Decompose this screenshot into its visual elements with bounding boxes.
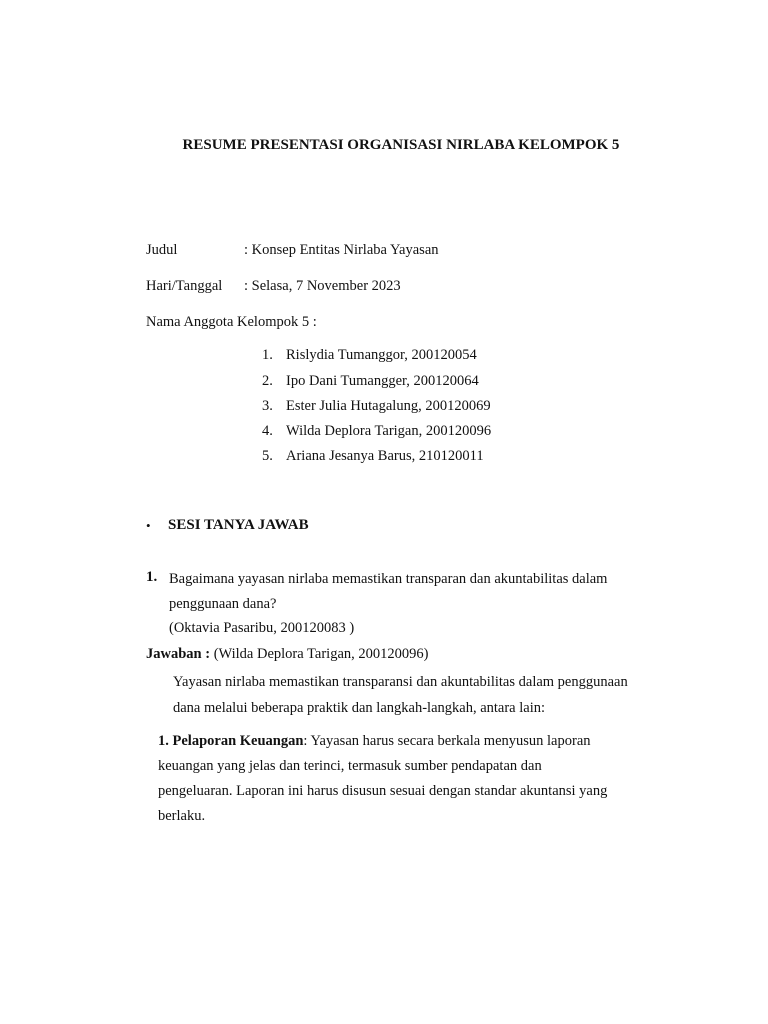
tanggal-label: Hari/Tanggal <box>146 278 223 294</box>
member-number: 5. <box>262 448 273 464</box>
answer-intro: Yayasan nirlaba memastikan transparansi dan akuntabilitas dalam penggunaan <box>173 674 628 690</box>
member-number: 3. <box>262 398 273 414</box>
document-title: RESUME PRESENTASI ORGANISASI NIRLABA KELOMPOK 5 <box>182 137 620 153</box>
tanggal-value: : Selasa, 7 November 2023 <box>244 278 401 294</box>
anggota-label: Nama Anggota Kelompok 5 : <box>146 314 317 330</box>
answer-point-text: pengeluaran. Laporan ini harus disusun sesuai dengan standar akuntansi yang <box>158 783 608 799</box>
question-text: penggunaan dana? <box>169 596 277 612</box>
answer-header <box>146 646 428 663</box>
answer-point <box>158 733 591 750</box>
question-asker: (Oktavia Pasaribu, 200120083 ) <box>169 620 355 636</box>
bullet-icon: • <box>146 518 151 533</box>
answer-point-label: 1. Pelaporan Keuangan <box>158 733 304 749</box>
judul-value: : Konsep Entitas Nirlaba Yayasan <box>244 242 439 258</box>
answer-point-text: berlaku. <box>158 808 206 824</box>
judul-label: Judul <box>146 242 178 258</box>
answer-intro: dana melalui beberapa praktik dan langkah-langkah, antara lain: <box>173 700 546 716</box>
member-item: Ipo Dani Tumangger, 200120064 <box>286 373 479 389</box>
member-item: Rislydia Tumanggor, 200120054 <box>286 347 477 363</box>
section-heading: SESI TANYA JAWAB <box>168 517 309 533</box>
member-number: 2. <box>262 373 273 389</box>
member-item: Ester Julia Hutagalung, 200120069 <box>286 398 491 414</box>
question-number: 1. <box>146 569 158 585</box>
member-item: Ariana Jesanya Barus, 210120011 <box>286 448 484 464</box>
question-text: Bagaimana yayasan nirlaba memastikan transparan dan akuntabilitas dalam <box>169 571 608 587</box>
member-number: 4. <box>262 423 273 439</box>
member-item: Wilda Deplora Tarigan, 200120096 <box>286 423 492 439</box>
answer-responder: (Wilda Deplora Tarigan, 200120096) <box>210 646 429 662</box>
answer-point-text: keuangan yang jelas dan terinci, termasuk sumber pendapatan dan <box>158 758 542 774</box>
answer-label: Jawaban : <box>146 646 211 662</box>
answer-point-text: : Yayasan harus secara berkala menyusun laporan <box>303 733 591 749</box>
member-number: 1. <box>262 347 273 363</box>
